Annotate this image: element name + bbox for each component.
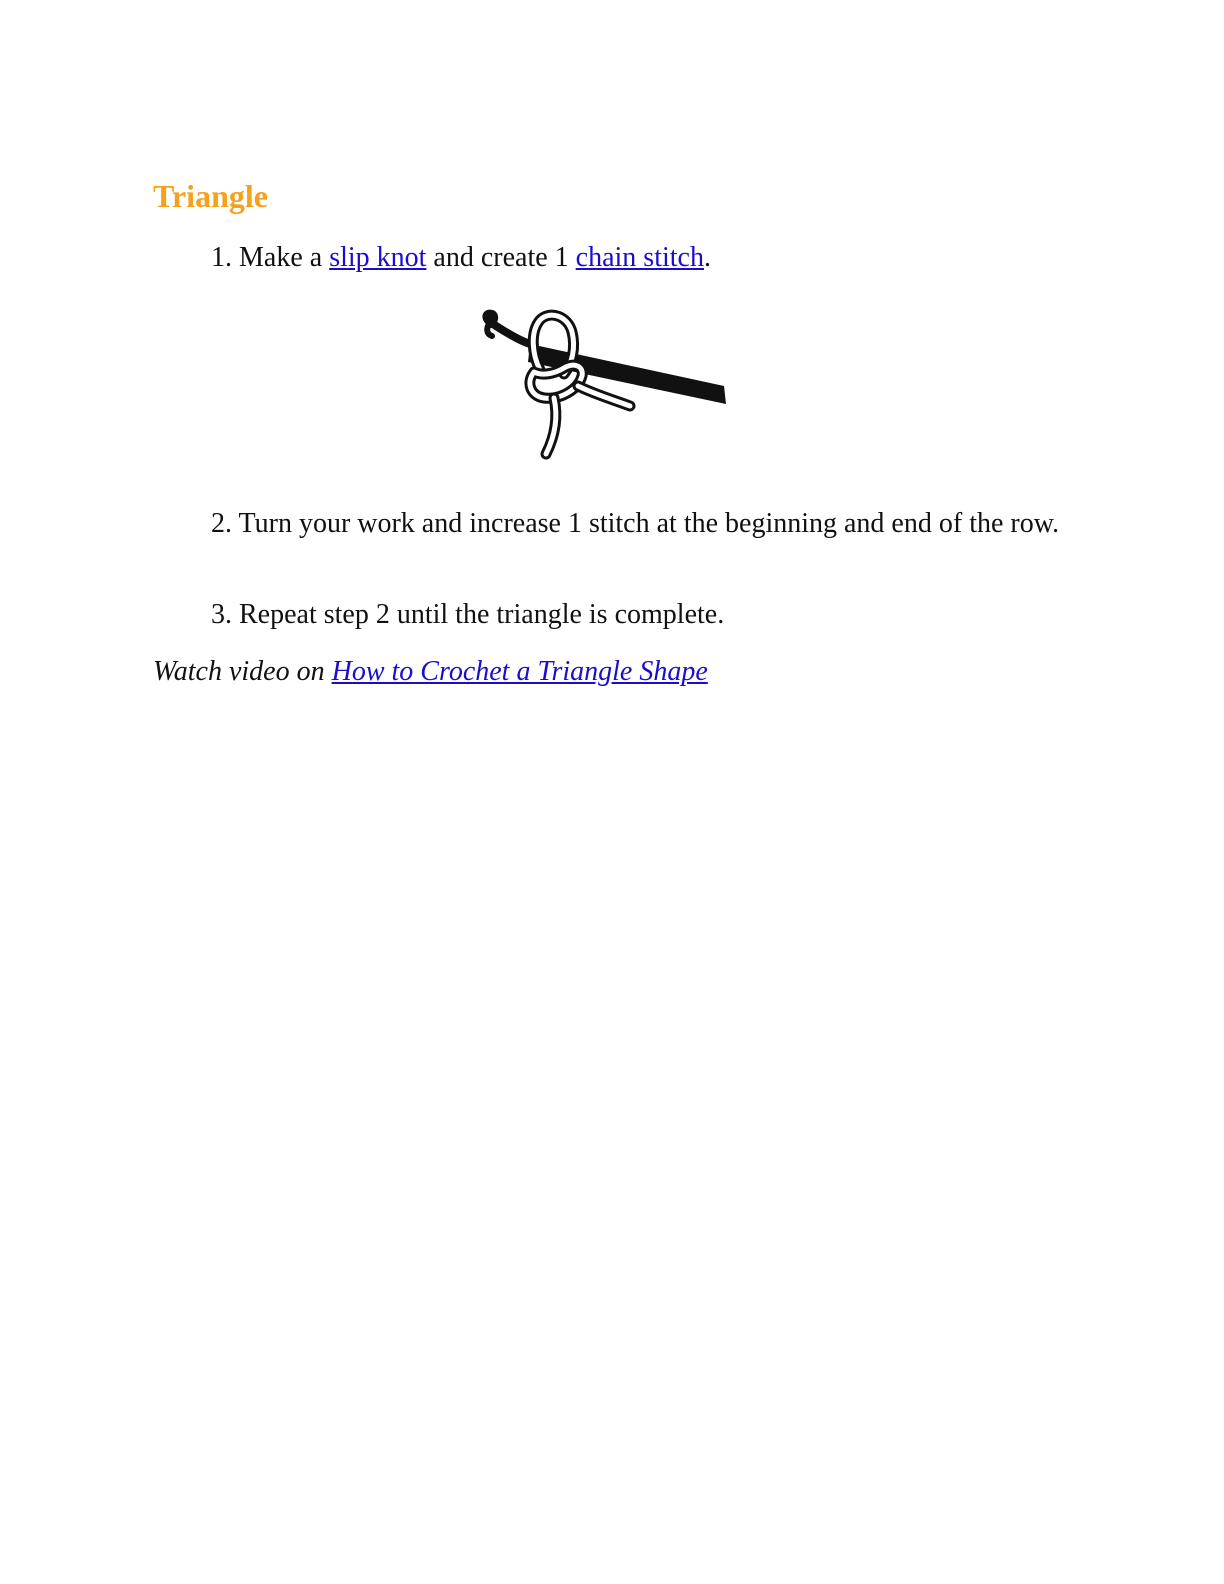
slip-knot-link[interactable]: slip knot: [329, 242, 427, 273]
section-title: Triangle: [153, 178, 268, 214]
step-1-prefix: 1. Make a: [211, 242, 330, 273]
video-line: [153, 655, 708, 689]
step-2: 2. Turn your work and increase 1 stitch at the beginning and end of the row.: [211, 508, 1060, 539]
step-1-middle: and create 1: [426, 242, 576, 273]
video-prefix: Watch video on: [153, 656, 332, 687]
crochet-hook-icon: [478, 302, 734, 464]
step-1: [211, 241, 1071, 275]
step-3: 3. Repeat step 2 until the triangle is complete.: [211, 599, 725, 630]
crochet-hook-slip-knot-illustration: [478, 302, 734, 464]
video-link[interactable]: How to Crochet a Triangle Shape: [331, 656, 708, 687]
step-1-suffix: .: [703, 242, 711, 273]
chain-stitch-link[interactable]: chain stitch: [575, 242, 704, 273]
